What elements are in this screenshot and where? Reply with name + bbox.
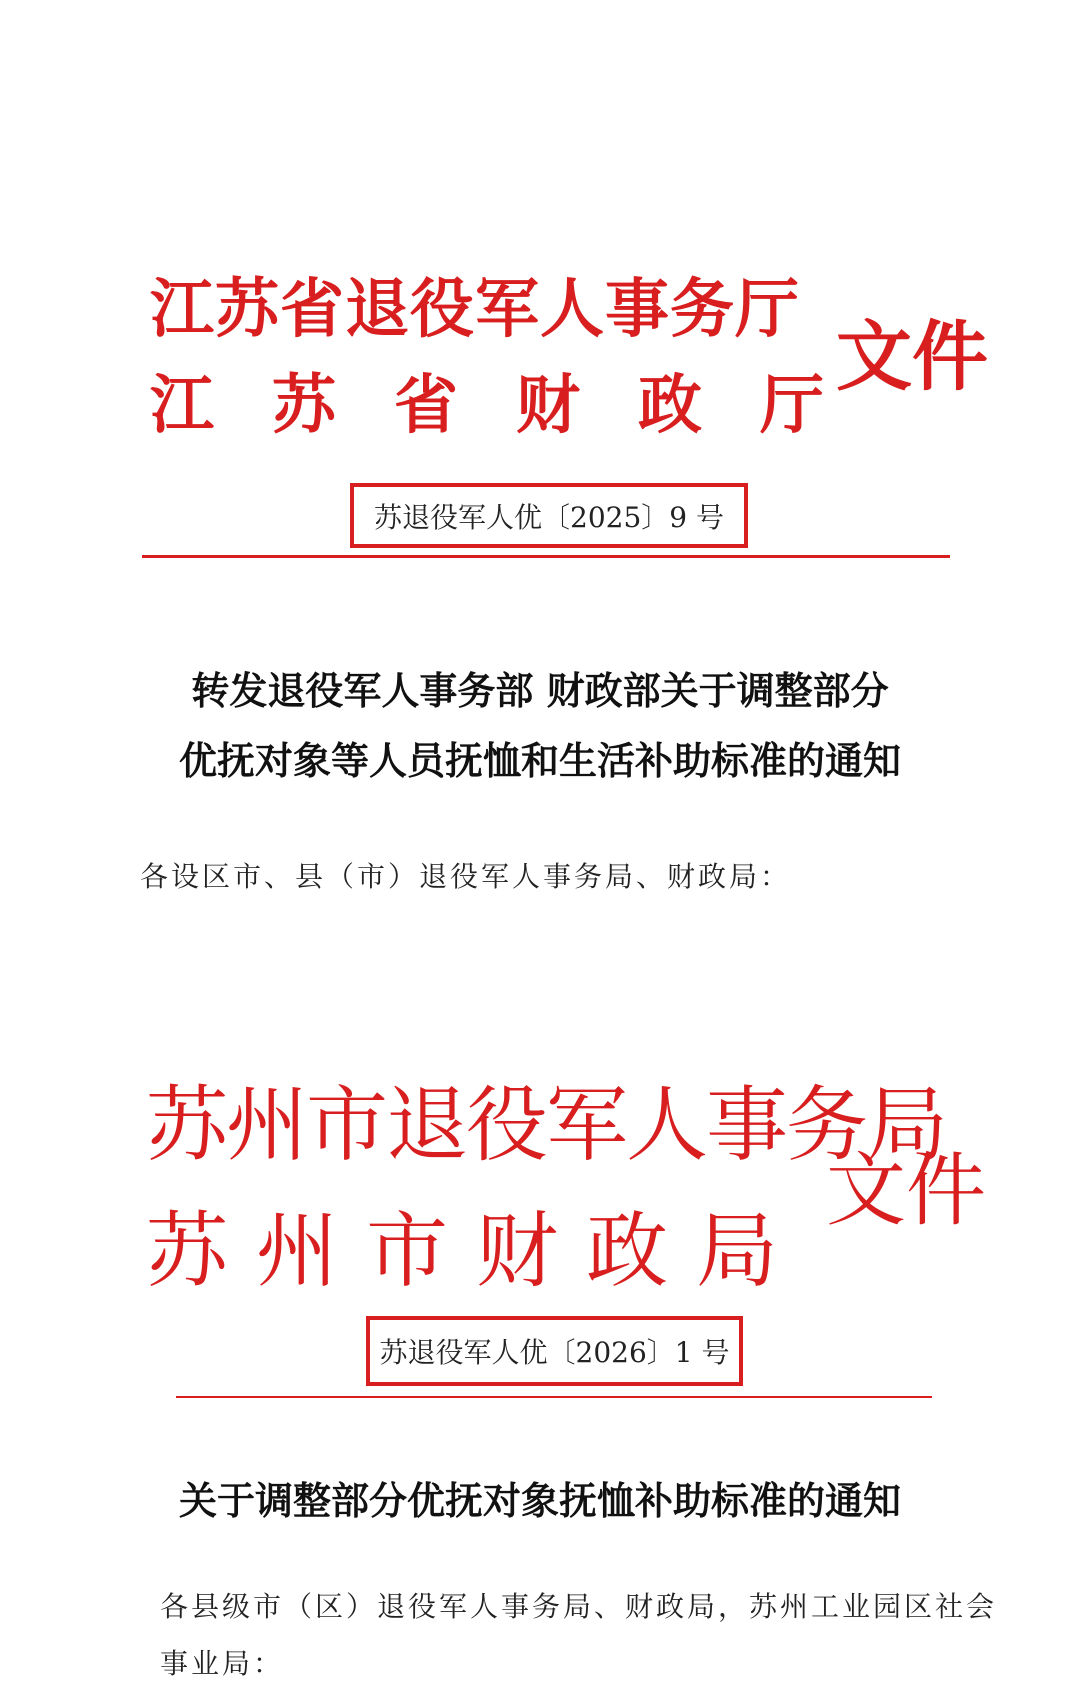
- doc-number: 苏退役军人优〔2025〕9 号: [374, 500, 724, 534]
- page-gap: [0, 960, 1080, 990]
- red-divider-line: [142, 555, 950, 558]
- issuer-line-1: 苏州市退役军人事务局: [146, 1078, 947, 1173]
- document-title-line-1: 转发退役军人事务部 财政部关于调整部分: [191, 668, 889, 713]
- issuer-line-2: 苏州市财政局: [146, 1204, 807, 1299]
- issuer-line-1: 江苏省退役军人事务厅: [150, 272, 800, 347]
- document-suzhou: [0, 1000, 1080, 1681]
- document-title: 关于调整部分优抚对象抚恤补助标准的通知: [178, 1478, 901, 1523]
- doc-number: 苏退役军人优〔2026〕1 号: [379, 1336, 730, 1369]
- document-title-line-2: 优抚对象等人员抚恤和生活补助标准的通知: [178, 738, 901, 783]
- red-divider-line: [176, 1396, 932, 1398]
- document-suffix: 文件: [826, 1144, 986, 1237]
- salutation-line-2: 事业局：: [160, 1647, 285, 1680]
- document-suffix: 文件: [836, 312, 988, 401]
- issuer-line-2: 江苏省财政厅: [150, 368, 882, 443]
- doc-number-highlight-box: [350, 483, 748, 548]
- salutation: 各设区市、县（市）退役军人事务局、财政局：: [140, 860, 792, 893]
- salutation-line-1: 各县级市（区）退役军人事务局、财政局，苏州工业园区社会: [160, 1590, 998, 1623]
- doc-number-highlight-box: [366, 1316, 743, 1386]
